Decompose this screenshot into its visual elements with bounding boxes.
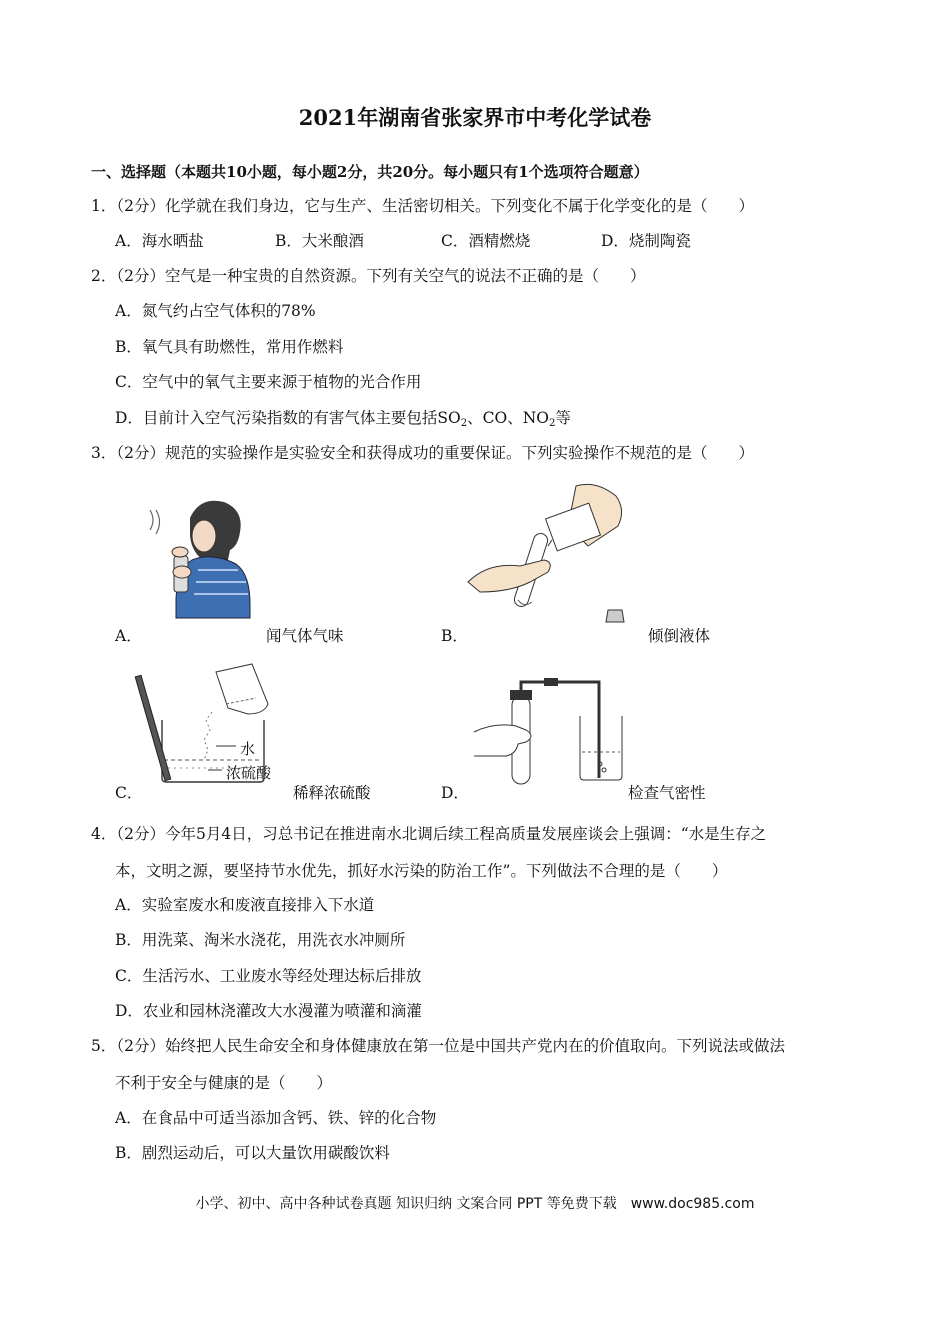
- acid-label: 浓硫酸: [226, 764, 272, 782]
- q3-option-c-caption: 稀释浓硫酸: [293, 784, 371, 802]
- question-4-stem-line-1: 4．（2分）今年5月4日，习总书记在推进南水北调后续工程高质量发展座谈会上强调：“水是生存之: [91, 825, 767, 843]
- question-2-stem: 2．（2分）空气是一种宝贵的自然资源。下列有关空气的说法不正确的是（ ）: [91, 267, 646, 285]
- q3-option-b-letter: B．: [441, 627, 468, 645]
- q1-option-c: C．酒精燃烧: [441, 232, 531, 250]
- q4-option-a: A．实验室废水和废液直接排入下水道: [115, 896, 375, 914]
- water-label: 水: [240, 740, 256, 758]
- q3-option-c-letter: C．: [115, 784, 143, 802]
- q2-option-d: D．目前计入空气污染指数的有害气体主要包括$SO_2$、CO、$NO_2$等: [115, 409, 571, 429]
- page-footer: 小学、初中、高中各种试卷真题 知识归纳 文案合同 PPT 等免费下载 www.doc985.com: [195, 1196, 755, 1212]
- dilute-acid-illustration: [146, 660, 296, 785]
- q4-option-b: B．用洗菜、淘米水浇花，用洗衣水冲厕所: [115, 931, 406, 949]
- q4-option-d: D．农业和园林浇灌改大水漫灌为喷灌和滴灌: [115, 1002, 422, 1020]
- question-4-stem-line-2: 本，文明之源，要坚持节水优先，抓好水污染的防治工作”。下列做法不合理的是（ ）: [115, 862, 728, 880]
- q3-option-a-letter: A．: [115, 627, 142, 645]
- page-title: 2021年湖南省张家界市中考化学试卷: [298, 105, 652, 130]
- question-3-stem: 3．（2分）规范的实验操作是实验安全和获得成功的重要保证。下列实验操作不规范的是（ ）: [91, 444, 754, 462]
- q3-option-b-caption: 倾倒液体: [648, 627, 711, 645]
- q4-option-c: C．生活污水、工业废水等经处理达标后排放: [115, 967, 422, 985]
- airtightness-illustration: [474, 676, 630, 788]
- q3-option-d-caption: 检查气密性: [628, 784, 706, 802]
- question-1-stem: 1．（2分）化学就在我们身边，它与生产、生活密切相关。下列变化不属于化学变化的是（ ）: [91, 197, 754, 215]
- q5-option-a: A．在食品中可适当添加含钙、铁、锌的化合物: [115, 1109, 437, 1127]
- pour-liquid-illustration: [468, 482, 638, 632]
- q3-option-a-caption: 闻气体气味: [266, 627, 344, 645]
- q3-option-d-letter: D．: [441, 784, 469, 802]
- q1-option-b: B．大米酿酒: [275, 232, 364, 250]
- q2-option-c: C．空气中的氧气主要来源于植物的光合作用: [115, 373, 422, 391]
- question-5-stem-line-2: 不利于安全与健康的是（ ）: [115, 1074, 333, 1092]
- q1-option-a: A．海水晒盐: [115, 232, 204, 250]
- section-heading: 一、选择题（本题共10小题，每小题2分，共20分。每小题只有1个选项符合题意）: [91, 163, 649, 181]
- smell-gas-illustration: [138, 490, 266, 620]
- question-5-stem-line-1: 5．（2分）始终把人民生命安全和身体健康放在第一位是中国共产党内在的价值取向。下列说法或做法: [91, 1037, 785, 1055]
- q2-option-a: A．氮气约占空气体积的78%: [115, 302, 316, 320]
- q1-option-d: D．烧制陶瓷: [601, 232, 691, 250]
- q2-option-b: B．氧气具有助燃性，常用作燃料: [115, 338, 344, 356]
- q5-option-b: B．剧烈运动后，可以大量饮用碳酸饮料: [115, 1144, 390, 1162]
